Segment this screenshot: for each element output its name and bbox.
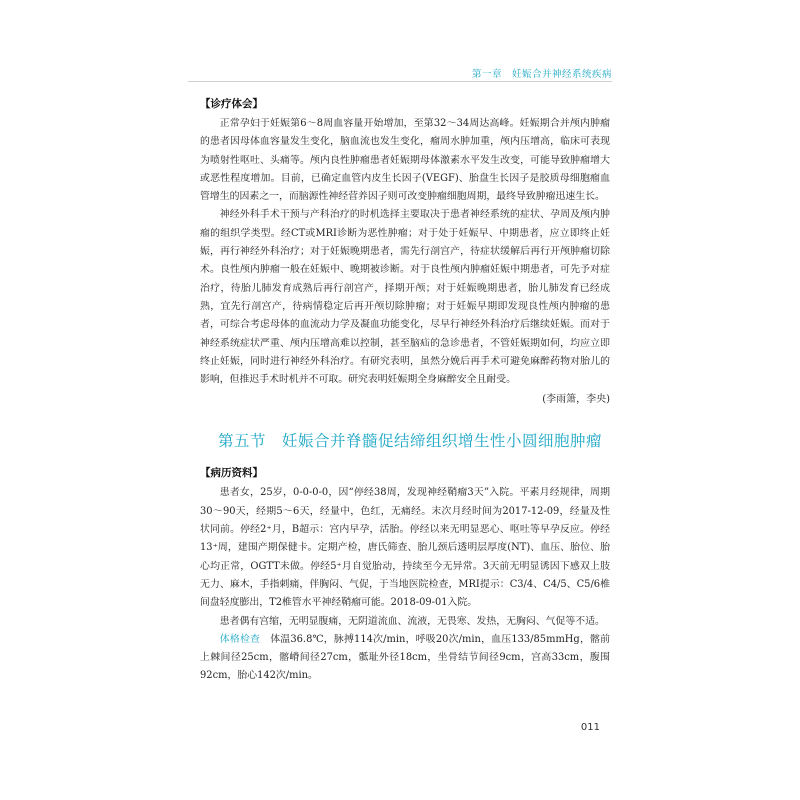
case-paragraph-2: 患者偶有宫缩，无明显腹痛，无阴道流血、流液，无畏寒、发热，无胸闷、气促等不适。 — [219, 615, 605, 627]
case-paragraph-1: 患者女，25岁，0-0-0-0，因“停经38周，发现神经鞘瘤3天”入院。平素月经规律，周期30～90天，经期5～6天，经量中，色红，无痛经。末次月经时间为2017-12-09，经量及性状同前。停经2⁺月，B超示：宫内早孕，活胎。停经以来无明显恶心、呕吐等早孕反应。停经13⁺周，建围产期保健卡。定期产检，唐氏筛查、胎儿颈后透明层厚度(NT)、血压、胎位、胎心均正常，OGTT未做。停经5⁺月自觉胎动，持续至今无异常。3天前无明显诱因下感双上肢无力、麻木，手指刺痛，伴胸闷、气促，于当地医院检查，MRI提示：C3/4、C4/5、C5/6椎间盘轻度膨出，T2椎管水平神经鞘瘤可能。2018-09-01入院。 — [200, 487, 610, 609]
physical-exam-text: 体温36.8℃，脉搏114次/min，呼吸20次/min，血压133/85mmHg，髂前上棘间径25cm，髂嵴间径27cm，骶耻外径18cm，坐骨结节间径9cm，宫高33cm，腹围92cm，胎心142次/min。 — [200, 633, 610, 682]
section-number: 第五节 — [218, 432, 267, 451]
case-label: 【病历资料】 — [200, 467, 263, 480]
section-title: 妊娠合并脊髓促结缔组织增生性小圆细胞肿瘤 — [282, 432, 603, 451]
experience-attribution: (李雨箫，李央) — [542, 394, 610, 406]
experience-paragraph-2: 神经外科手术干预与产科治疗的时机选择主要取决于患者神经系统的症状、孕周及颅内肿瘤的组织学类型。经CT或MRI诊断为恶性肿瘤；对于处于妊娠早、中期患者，应立即终止妊娠，再行神经外科治疗；对于妊娠晚期患者，需先行剖宫产，待症状缓解后再行开颅肿瘤切除术。良性颅内肿瘤一般在妊娠中、晚期被诊断。对于良性颅内肿瘤妊娠中期患者，可先予对症治疗，待胎儿肺发育成熟后再行剖宫产，择期开颅；对于妊娠晚期患者，胎儿肺发育已经成熟，宜先行剖宫产，待病情稳定后再开颅切除肿瘤；对于妊娠早期即发现良性颅内肿瘤的患者，可综合考虑母体的血流动力学及凝血功能变化，尽早行神经外科治疗后继续妊娠。而对于神经系统症状严重、颅内压增高难以控制，甚至脑疝的急诊患者，不管妊娠期如何，均应立即终止妊娠，同时进行神经外科治疗。有研究表明，虽然分娩后再手术可避免麻醉药物对胎儿的影响，但推迟手术时机并不可取。研究表明妊娠期全身麻醉安全且耐受。 — [200, 209, 610, 386]
section-heading — [218, 429, 610, 451]
physical-exam-paragraph — [200, 631, 610, 686]
experience-label: 【诊疗体会】 — [200, 98, 263, 110]
page-content — [200, 96, 610, 686]
physical-exam-label: 体格检查 — [219, 633, 261, 645]
header-rule — [188, 81, 612, 82]
page-number: 011 — [580, 722, 600, 733]
running-header: 第一章 妊娠合并神经系统疾病 — [471, 69, 612, 80]
experience-paragraph-1: 正常孕妇于妊娠第6～8周血容量开始增加，至第32～34周达高峰。妊娠期合并颅内肿瘤的患者因母体血容量发生变化，脑血流也发生变化，瘤周水肿加重，颅内压增高，临床可表现为喷射性呕吐、头痛等。颅内良性肿瘤患者妊娠期母体激素水平发生改变，可能导致肿瘤增大或恶性程度增加。目前，已确定血管内皮生长因子(VEGF)、胎盘生长因子是胶质母细胞瘤血管增生的因素之一，而脑源性神经营养因子则可改变肿瘤细胞周期，最终导致肿瘤迅速生长。 — [200, 118, 610, 203]
